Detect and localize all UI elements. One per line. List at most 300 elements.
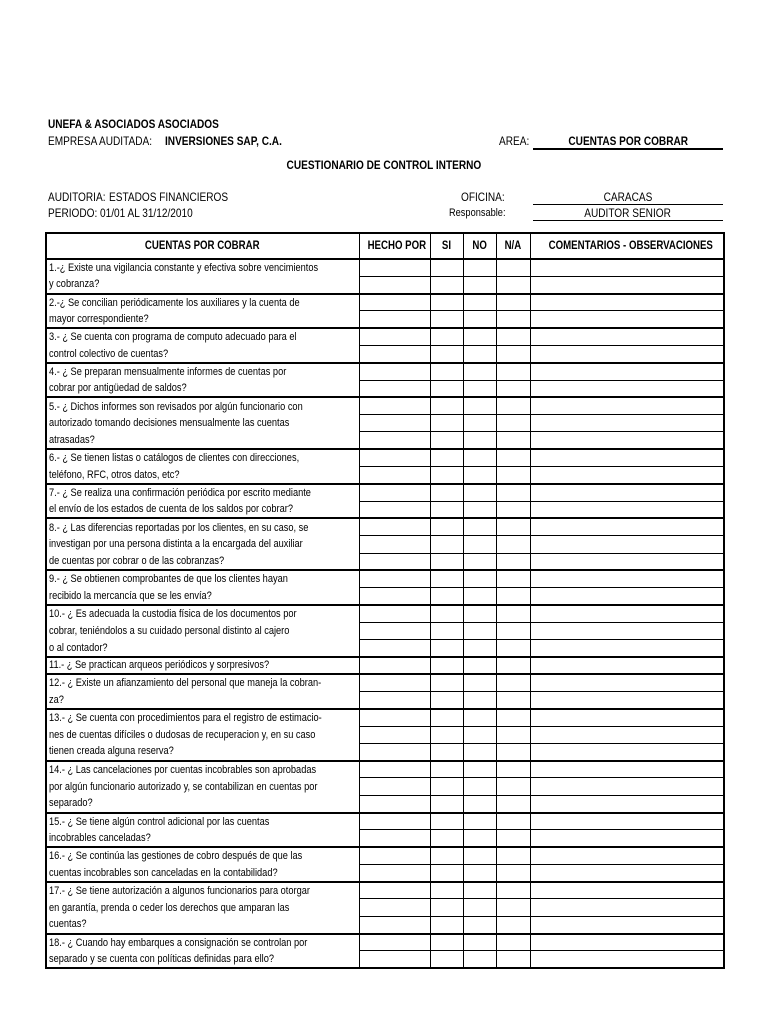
no-cell[interactable] xyxy=(463,536,496,553)
si-cell[interactable] xyxy=(430,518,463,535)
question-text: 18.- ¿ Cuando hay embarques a consignación se controlan por xyxy=(46,934,359,951)
no-cell[interactable] xyxy=(463,328,496,345)
si-cell[interactable] xyxy=(430,899,463,916)
hecho-por-cell[interactable] xyxy=(359,363,430,380)
oficina-value: CARACAS xyxy=(603,190,653,204)
table-row xyxy=(46,518,724,535)
hecho-por-cell[interactable] xyxy=(359,622,430,639)
table-row xyxy=(46,761,724,778)
column-header: CUENTAS POR COBRAR xyxy=(46,233,359,259)
si-cell[interactable] xyxy=(430,536,463,553)
column-header: N/A xyxy=(496,233,530,259)
comentarios-cell[interactable] xyxy=(530,830,724,847)
comentarios-cell[interactable] xyxy=(530,640,724,657)
si-cell[interactable] xyxy=(430,761,463,778)
table-row xyxy=(46,709,724,726)
comentarios-cell[interactable] xyxy=(530,415,724,432)
oficina-label: OFICINA: xyxy=(461,190,505,204)
hecho-por-cell[interactable] xyxy=(359,588,430,605)
table-row xyxy=(46,415,724,432)
table-row xyxy=(46,363,724,380)
comentarios-cell[interactable] xyxy=(530,467,724,484)
table-row xyxy=(46,847,724,864)
comentarios-cell[interactable] xyxy=(530,778,724,795)
area-value: CUENTAS POR COBRAR xyxy=(568,134,688,148)
si-cell[interactable] xyxy=(430,553,463,570)
si-cell[interactable] xyxy=(430,588,463,605)
na-cell[interactable] xyxy=(496,830,530,847)
question-text: cuentas? xyxy=(46,916,359,933)
firm-name: UNEFA & ASOCIADOS ASOCIADOS xyxy=(48,117,219,131)
si-cell[interactable] xyxy=(430,345,463,362)
comentarios-cell[interactable] xyxy=(530,899,724,916)
si-cell[interactable] xyxy=(430,467,463,484)
si-cell[interactable] xyxy=(430,726,463,743)
na-cell[interactable] xyxy=(496,588,530,605)
comentarios-cell[interactable] xyxy=(530,795,724,812)
no-cell[interactable] xyxy=(463,778,496,795)
comentarios-cell[interactable] xyxy=(530,726,724,743)
si-cell[interactable] xyxy=(430,813,463,830)
si-cell[interactable] xyxy=(430,916,463,933)
comentarios-cell[interactable] xyxy=(530,691,724,708)
no-cell[interactable] xyxy=(463,345,496,362)
no-cell[interactable] xyxy=(463,518,496,535)
no-cell[interactable] xyxy=(463,501,496,518)
comentarios-cell[interactable] xyxy=(530,847,724,864)
hecho-por-cell[interactable] xyxy=(359,328,430,345)
no-cell[interactable] xyxy=(463,380,496,397)
question-text: autorizado tomando decisiones mensualmente las cuentas xyxy=(46,415,359,432)
na-cell[interactable] xyxy=(496,570,530,587)
na-cell[interactable] xyxy=(496,328,530,345)
question-text: control colectivo de cuentas? xyxy=(46,345,359,362)
table-row xyxy=(46,657,724,674)
oficina-underline xyxy=(533,204,723,205)
table-row xyxy=(46,934,724,951)
si-cell[interactable] xyxy=(430,311,463,328)
na-cell[interactable] xyxy=(496,276,530,293)
na-cell[interactable] xyxy=(496,294,530,311)
na-cell[interactable] xyxy=(496,795,530,812)
comentarios-cell[interactable] xyxy=(530,934,724,951)
question-text: za? xyxy=(46,691,359,708)
table-row xyxy=(46,380,724,397)
responsable-label: Responsable: xyxy=(449,207,506,219)
na-cell[interactable] xyxy=(496,761,530,778)
si-cell[interactable] xyxy=(430,778,463,795)
hecho-por-cell[interactable] xyxy=(359,847,430,864)
question-text: incobrables canceladas? xyxy=(46,830,359,847)
si-cell[interactable] xyxy=(430,605,463,622)
na-cell[interactable] xyxy=(496,467,530,484)
table-row xyxy=(46,674,724,691)
no-cell[interactable] xyxy=(463,467,496,484)
question-text: por algún funcionario autorizado y, se contabilizan en cuentas por xyxy=(46,778,359,795)
si-cell[interactable] xyxy=(430,934,463,951)
no-cell[interactable] xyxy=(463,553,496,570)
na-cell[interactable] xyxy=(496,363,530,380)
table-row xyxy=(46,345,724,362)
table-row xyxy=(46,484,724,501)
na-cell[interactable] xyxy=(496,882,530,899)
table-row xyxy=(46,311,724,328)
document-title: CUESTIONARIO DE CONTROL INTERNO xyxy=(286,158,482,172)
table-row xyxy=(46,691,724,708)
comentarios-cell[interactable] xyxy=(530,709,724,726)
no-cell[interactable] xyxy=(463,934,496,951)
comentarios-cell[interactable] xyxy=(530,657,724,674)
column-header: HECHO POR xyxy=(359,233,430,259)
si-cell[interactable] xyxy=(430,743,463,760)
na-cell[interactable] xyxy=(496,345,530,362)
hecho-por-cell[interactable] xyxy=(359,259,430,276)
no-cell[interactable] xyxy=(463,674,496,691)
hecho-por-cell[interactable] xyxy=(359,691,430,708)
comentarios-cell[interactable] xyxy=(530,276,724,293)
na-cell[interactable] xyxy=(496,259,530,276)
na-cell[interactable] xyxy=(496,743,530,760)
hecho-por-cell[interactable] xyxy=(359,501,430,518)
table-row xyxy=(46,899,724,916)
no-cell[interactable] xyxy=(463,449,496,466)
no-cell[interactable] xyxy=(463,726,496,743)
comentarios-cell[interactable] xyxy=(530,311,724,328)
question-text: 12.- ¿ Existe un afianzamiento del personal que maneja la cobran- xyxy=(46,674,359,691)
table-row xyxy=(46,432,724,449)
hecho-por-cell[interactable] xyxy=(359,882,430,899)
question-text: cobrar por antigüedad de saldos? xyxy=(46,380,359,397)
no-cell[interactable] xyxy=(463,605,496,622)
no-cell[interactable] xyxy=(463,830,496,847)
si-cell[interactable] xyxy=(430,882,463,899)
na-cell[interactable] xyxy=(496,709,530,726)
table-header-row xyxy=(46,233,724,259)
hecho-por-cell[interactable] xyxy=(359,536,430,553)
no-cell[interactable] xyxy=(463,691,496,708)
hecho-por-cell[interactable] xyxy=(359,397,430,414)
question-text: cuentas incobrables son canceladas en la contabilidad? xyxy=(46,864,359,881)
na-cell[interactable] xyxy=(496,899,530,916)
comentarios-cell[interactable] xyxy=(530,345,724,362)
si-cell[interactable] xyxy=(430,847,463,864)
auditoria-value: ESTADOS FINANCIEROS xyxy=(109,190,229,204)
comentarios-cell[interactable] xyxy=(530,864,724,881)
comentarios-cell[interactable] xyxy=(530,397,724,414)
column-header: COMENTARIOS - OBSERVACIONES xyxy=(530,233,724,259)
comentarios-cell[interactable] xyxy=(530,916,724,933)
comentarios-cell[interactable] xyxy=(530,536,724,553)
area-underline xyxy=(533,148,723,150)
hecho-por-cell[interactable] xyxy=(359,795,430,812)
comentarios-cell[interactable] xyxy=(530,622,724,639)
hecho-por-cell[interactable] xyxy=(359,449,430,466)
comentarios-cell[interactable] xyxy=(530,553,724,570)
responsable-underline xyxy=(533,220,723,221)
question-text: 14.- ¿ Las cancelaciones por cuentas incobrables son aprobadas xyxy=(46,761,359,778)
hecho-por-cell[interactable] xyxy=(359,467,430,484)
no-cell[interactable] xyxy=(463,311,496,328)
na-cell[interactable] xyxy=(496,415,530,432)
na-cell[interactable] xyxy=(496,691,530,708)
no-cell[interactable] xyxy=(463,761,496,778)
comentarios-cell[interactable] xyxy=(530,951,724,968)
no-cell[interactable] xyxy=(463,882,496,899)
table-row xyxy=(46,743,724,760)
hecho-por-cell[interactable] xyxy=(359,518,430,535)
hecho-por-cell[interactable] xyxy=(359,830,430,847)
na-cell[interactable] xyxy=(496,605,530,622)
no-cell[interactable] xyxy=(463,709,496,726)
hecho-por-cell[interactable] xyxy=(359,934,430,951)
no-cell[interactable] xyxy=(463,916,496,933)
na-cell[interactable] xyxy=(496,449,530,466)
question-text: y cobranza? xyxy=(46,276,359,293)
table-row xyxy=(46,813,724,830)
na-cell[interactable] xyxy=(496,726,530,743)
no-cell[interactable] xyxy=(463,864,496,881)
si-cell[interactable] xyxy=(430,657,463,674)
no-cell[interactable] xyxy=(463,899,496,916)
na-cell[interactable] xyxy=(496,553,530,570)
empresa-value: INVERSIONES SAP, C.A. xyxy=(165,134,282,148)
question-text: 11.- ¿ Se practican arqueos periódicos y sorpresivos? xyxy=(46,657,359,674)
si-cell[interactable] xyxy=(430,691,463,708)
question-text: 16.- ¿ Se continúa las gestiones de cobro después de que las xyxy=(46,847,359,864)
no-cell[interactable] xyxy=(463,294,496,311)
table-row xyxy=(46,570,724,587)
no-cell[interactable] xyxy=(463,640,496,657)
no-cell[interactable] xyxy=(463,363,496,380)
question-text: 9.- ¿ Se obtienen comprobantes de que los clientes hayan xyxy=(46,570,359,587)
no-cell[interactable] xyxy=(463,397,496,414)
si-cell[interactable] xyxy=(430,363,463,380)
si-cell[interactable] xyxy=(430,570,463,587)
question-text: mayor correspondiente? xyxy=(46,311,359,328)
question-text: 6.- ¿ Se tienen listas o catálogos de clientes con direcciones, xyxy=(46,449,359,466)
na-cell[interactable] xyxy=(496,518,530,535)
no-cell[interactable] xyxy=(463,743,496,760)
table-row xyxy=(46,951,724,968)
no-cell[interactable] xyxy=(463,795,496,812)
hecho-por-cell[interactable] xyxy=(359,345,430,362)
auditoria-label: AUDITORIA: xyxy=(48,190,106,204)
table-row xyxy=(46,778,724,795)
comentarios-cell[interactable] xyxy=(530,449,724,466)
question-text: 3.- ¿ Se cuenta con programa de computo adecuado para el xyxy=(46,328,359,345)
question-text: investigan por una persona distinta a la encargada del auxiliar xyxy=(46,536,359,553)
question-text: o al contador? xyxy=(46,640,359,657)
question-text: el envío de los estados de cuenta de los saldos por cobrar? xyxy=(46,501,359,518)
si-cell[interactable] xyxy=(430,830,463,847)
questionnaire-table xyxy=(45,232,725,969)
hecho-por-cell[interactable] xyxy=(359,640,430,657)
na-cell[interactable] xyxy=(496,397,530,414)
table-row xyxy=(46,259,724,276)
na-cell[interactable] xyxy=(496,657,530,674)
si-cell[interactable] xyxy=(430,674,463,691)
si-cell[interactable] xyxy=(430,709,463,726)
table-row xyxy=(46,726,724,743)
no-cell[interactable] xyxy=(463,622,496,639)
na-cell[interactable] xyxy=(496,864,530,881)
hecho-por-cell[interactable] xyxy=(359,276,430,293)
comentarios-cell[interactable] xyxy=(530,570,724,587)
question-text: 17.- ¿ Se tiene autorización a algunos funcionarios para otorgar xyxy=(46,882,359,899)
na-cell[interactable] xyxy=(496,640,530,657)
table-row xyxy=(46,864,724,881)
hecho-por-cell[interactable] xyxy=(359,294,430,311)
na-cell[interactable] xyxy=(496,778,530,795)
hecho-por-cell[interactable] xyxy=(359,726,430,743)
hecho-por-cell[interactable] xyxy=(359,813,430,830)
na-cell[interactable] xyxy=(496,951,530,968)
questionnaire-body xyxy=(46,259,724,968)
question-text: teléfono, RFC, otros datos, etc? xyxy=(46,467,359,484)
table-row xyxy=(46,588,724,605)
empresa-label: EMPRESA AUDITADA: xyxy=(48,134,153,148)
na-cell[interactable] xyxy=(496,432,530,449)
hecho-por-cell[interactable] xyxy=(359,380,430,397)
si-cell[interactable] xyxy=(430,864,463,881)
question-text: 1.-¿ Existe una vigilancia constante y efectiva sobre vencimientos xyxy=(46,259,359,276)
comentarios-cell[interactable] xyxy=(530,259,724,276)
no-cell[interactable] xyxy=(463,259,496,276)
hecho-por-cell[interactable] xyxy=(359,743,430,760)
hecho-por-cell[interactable] xyxy=(359,605,430,622)
comentarios-cell[interactable] xyxy=(530,501,724,518)
comentarios-cell[interactable] xyxy=(530,518,724,535)
si-cell[interactable] xyxy=(430,397,463,414)
na-cell[interactable] xyxy=(496,484,530,501)
table-row xyxy=(46,536,724,553)
no-cell[interactable] xyxy=(463,813,496,830)
question-text: cobrar, teniéndolos a su cuidado personal distinto al cajero xyxy=(46,622,359,639)
hecho-por-cell[interactable] xyxy=(359,709,430,726)
comentarios-cell[interactable] xyxy=(530,743,724,760)
hecho-por-cell[interactable] xyxy=(359,657,430,674)
no-cell[interactable] xyxy=(463,951,496,968)
hecho-por-cell[interactable] xyxy=(359,484,430,501)
no-cell[interactable] xyxy=(463,570,496,587)
comentarios-cell[interactable] xyxy=(530,674,724,691)
comentarios-cell[interactable] xyxy=(530,363,724,380)
na-cell[interactable] xyxy=(496,674,530,691)
si-cell[interactable] xyxy=(430,328,463,345)
hecho-por-cell[interactable] xyxy=(359,916,430,933)
comentarios-cell[interactable] xyxy=(530,588,724,605)
si-cell[interactable] xyxy=(430,640,463,657)
question-text: 7.- ¿ Se realiza una confirmación periódica por escrito mediante xyxy=(46,484,359,501)
table-row xyxy=(46,328,724,345)
hecho-por-cell[interactable] xyxy=(359,761,430,778)
no-cell[interactable] xyxy=(463,657,496,674)
si-cell[interactable] xyxy=(430,951,463,968)
question-text: en garantía, prenda o ceder los derechos que amparan las xyxy=(46,899,359,916)
question-text: nes de cuentas difíciles o dudosas de recuperacion y, en su caso xyxy=(46,726,359,743)
na-cell[interactable] xyxy=(496,847,530,864)
responsable-value: AUDITOR SENIOR xyxy=(584,206,672,220)
question-text: 15.- ¿ Se tiene algún control adicional por las cuentas xyxy=(46,813,359,830)
si-cell[interactable] xyxy=(430,259,463,276)
si-cell[interactable] xyxy=(430,276,463,293)
table-row xyxy=(46,501,724,518)
column-header: SI xyxy=(430,233,463,259)
area-label: AREA: xyxy=(499,134,530,148)
hecho-por-cell[interactable] xyxy=(359,311,430,328)
hecho-por-cell[interactable] xyxy=(359,674,430,691)
hecho-por-cell[interactable] xyxy=(359,415,430,432)
hecho-por-cell[interactable] xyxy=(359,778,430,795)
no-cell[interactable] xyxy=(463,588,496,605)
comentarios-cell[interactable] xyxy=(530,813,724,830)
si-cell[interactable] xyxy=(430,294,463,311)
na-cell[interactable] xyxy=(496,916,530,933)
no-cell[interactable] xyxy=(463,484,496,501)
table-row xyxy=(46,605,724,622)
comentarios-cell[interactable] xyxy=(530,380,724,397)
table-row xyxy=(46,467,724,484)
table-row xyxy=(46,882,724,899)
table-row xyxy=(46,553,724,570)
table-row xyxy=(46,449,724,466)
question-text: separado y se cuenta con políticas definidas para ello? xyxy=(46,951,359,968)
no-cell[interactable] xyxy=(463,432,496,449)
comentarios-cell[interactable] xyxy=(530,294,724,311)
na-cell[interactable] xyxy=(496,536,530,553)
table-row xyxy=(46,916,724,933)
comentarios-cell[interactable] xyxy=(530,432,724,449)
question-text: 13.- ¿ Se cuenta con procedimientos para el registro de estimacio- xyxy=(46,709,359,726)
na-cell[interactable] xyxy=(496,934,530,951)
si-cell[interactable] xyxy=(430,380,463,397)
comentarios-cell[interactable] xyxy=(530,605,724,622)
comentarios-cell[interactable] xyxy=(530,761,724,778)
table-row xyxy=(46,397,724,414)
hecho-por-cell[interactable] xyxy=(359,553,430,570)
question-text: 8.- ¿ Las diferencias reportadas por los clientes, en su caso, se xyxy=(46,518,359,535)
si-cell[interactable] xyxy=(430,484,463,501)
comentarios-cell[interactable] xyxy=(530,328,724,345)
hecho-por-cell[interactable] xyxy=(359,570,430,587)
question-text: atrasadas? xyxy=(46,432,359,449)
comentarios-cell[interactable] xyxy=(530,484,724,501)
si-cell[interactable] xyxy=(430,449,463,466)
table-row xyxy=(46,640,724,657)
comentarios-cell[interactable] xyxy=(530,882,724,899)
si-cell[interactable] xyxy=(430,622,463,639)
na-cell[interactable] xyxy=(496,813,530,830)
question-text: tienen creada alguna reserva? xyxy=(46,743,359,760)
hecho-por-cell[interactable] xyxy=(359,899,430,916)
si-cell[interactable] xyxy=(430,432,463,449)
table-row xyxy=(46,276,724,293)
table-row xyxy=(46,294,724,311)
no-cell[interactable] xyxy=(463,415,496,432)
si-cell[interactable] xyxy=(430,415,463,432)
na-cell[interactable] xyxy=(496,501,530,518)
hecho-por-cell[interactable] xyxy=(359,951,430,968)
si-cell[interactable] xyxy=(430,501,463,518)
hecho-por-cell[interactable] xyxy=(359,432,430,449)
no-cell[interactable] xyxy=(463,276,496,293)
no-cell[interactable] xyxy=(463,847,496,864)
na-cell[interactable] xyxy=(496,380,530,397)
na-cell[interactable] xyxy=(496,311,530,328)
si-cell[interactable] xyxy=(430,795,463,812)
hecho-por-cell[interactable] xyxy=(359,864,430,881)
na-cell[interactable] xyxy=(496,622,530,639)
